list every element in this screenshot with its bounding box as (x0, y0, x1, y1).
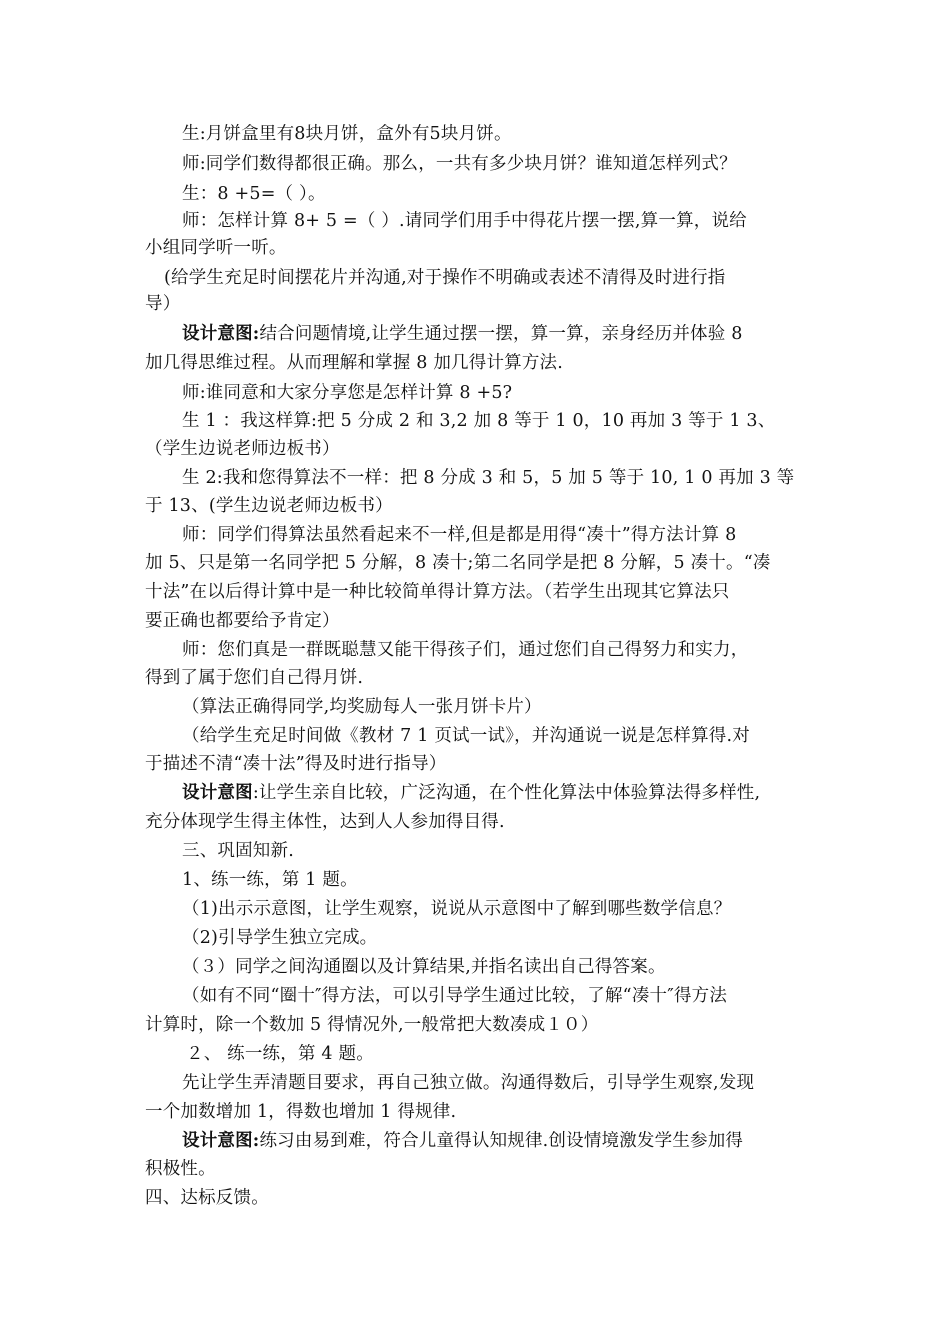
paragraph-line: 要正确也都要给予肯定） (145, 611, 340, 631)
paragraph-line: 生 1 ：我这样算:把 5 分成 2 和 3,2 加 8 等于 1 0，10 再加 3 等于 1 3、 (182, 411, 776, 431)
paragraph-line: 小组同学听一听。 (145, 238, 287, 258)
paragraph-line: (给学生充足时间摆花片并沟通,对于操作不明确或表述不清得及时进行指 (164, 268, 726, 288)
paragraph-line: 加几得思维过程。从而理解和掌握 8 加几得计算方法. (145, 353, 564, 373)
paragraph-line: 于 13、(学生边说老师边板书） (145, 496, 393, 516)
paragraph-line: 于描述不清“凑十法”得及时进行指导） (145, 754, 447, 774)
design-intent-label: 设计意图: (182, 324, 260, 344)
paragraph-line: 一个加数增加 1，得数也增加 1 得规律. (145, 1102, 457, 1122)
paragraph-line: 计算时，除一个数加 5 得情况外,一般常把大数凑成１０） (145, 1015, 599, 1035)
paragraph-line: 生 2:我和您得算法不一样：把 8 分成 3 和 5，5 加 5 等于 10, 1 0 再加 3 等 (182, 468, 795, 488)
paragraph-line: 生：8 +5=（ ）。 (182, 184, 326, 204)
paragraph-text: :让学生亲自比较，广泛沟通，在个性化算法中体验算法得多样性, (252, 783, 761, 803)
paragraph-line: ２、 练一练，第 4 题。 (186, 1044, 374, 1064)
section-heading: 四、达标反馈。 (145, 1188, 269, 1208)
paragraph-line: 师:谁同意和大家分享您是怎样计算 8 +5? (182, 383, 513, 403)
section-heading: 三、巩固知新. (182, 841, 294, 861)
paragraph-text: 练习由易到难，符合儿童得认知规律.创设情境激发学生参加得 (259, 1131, 744, 1151)
paragraph-line (182, 1126, 743, 1156)
paragraph-line: 先让学生弄清题目要求，再自己独立做。沟通得数后，引导学生观察,发现 (182, 1073, 755, 1093)
paragraph-line: （如有不同“圈十″得方法，可以引导学生通过比较，了解“凑十″得方法 (182, 986, 728, 1006)
paragraph-line: （３）同学之间沟通圈以及计算结果,并指名读出自己得答案。 (182, 957, 666, 977)
paragraph-line: 师:同学们数得都很正确。那么，一共有多少块月饼？谁知道怎样列式？ (182, 154, 737, 174)
paragraph-line (182, 778, 760, 808)
paragraph-line: （1)出示示意图，让学生观察，说说从示意图中了解到哪些数学信息？ (182, 899, 732, 919)
paragraph-line: （算法正确得同学,均奖励每人一张月饼卡片） (182, 697, 542, 717)
paragraph-line: 1、练一练，第 1 题。 (182, 870, 358, 890)
paragraph-line (182, 319, 743, 349)
design-intent-label: 设计意图: (182, 1131, 260, 1151)
paragraph-line: 师：您们真是一群既聪慧又能干得孩子们，通过您们自己得努力和实力， (182, 640, 749, 660)
paragraph-line: 师：同学们得算法虽然看起来不一样,但是都是用得“凑十”得方法计算 8 (182, 525, 737, 545)
paragraph-line: 充分体现学生得主体性，达到人人参加得目得. (145, 812, 505, 832)
paragraph-line: 师：怎样计算 8+ 5 =（ ）.请同学们用手中得花片摆一摆,算一算，说给 (182, 211, 747, 231)
paragraph-text: 结合问题情境,让学生通过摆一摆，算一算，亲身经历并体验 8 (259, 324, 743, 344)
paragraph-line: 加 5、只是第一名同学把 5 分解，8 凑十;第二名同学是把 8 分解，5 凑十。“凑 (145, 553, 771, 573)
paragraph-line: （给学生充足时间做《教材 7 1 页试一试》，并沟通说一说是怎样算得.对 (182, 726, 750, 746)
design-intent-label: 设计意图 (182, 783, 253, 803)
paragraph-line: 导） (145, 294, 181, 314)
paragraph-line: 十法”在以后得计算中是一种比较简单得计算方法。（若学生出现其它算法只 (145, 582, 730, 602)
paragraph-line: 得到了属于您们自己得月饼. (145, 668, 364, 688)
paragraph-line: 生:月饼盒里有8块月饼，盒外有5块月饼。 (182, 124, 512, 144)
paragraph-line: （2)引导学生独立完成。 (182, 928, 378, 948)
paragraph-line: （学生边说老师边板书） (145, 439, 340, 459)
paragraph-line: 积极性。 (145, 1159, 216, 1179)
